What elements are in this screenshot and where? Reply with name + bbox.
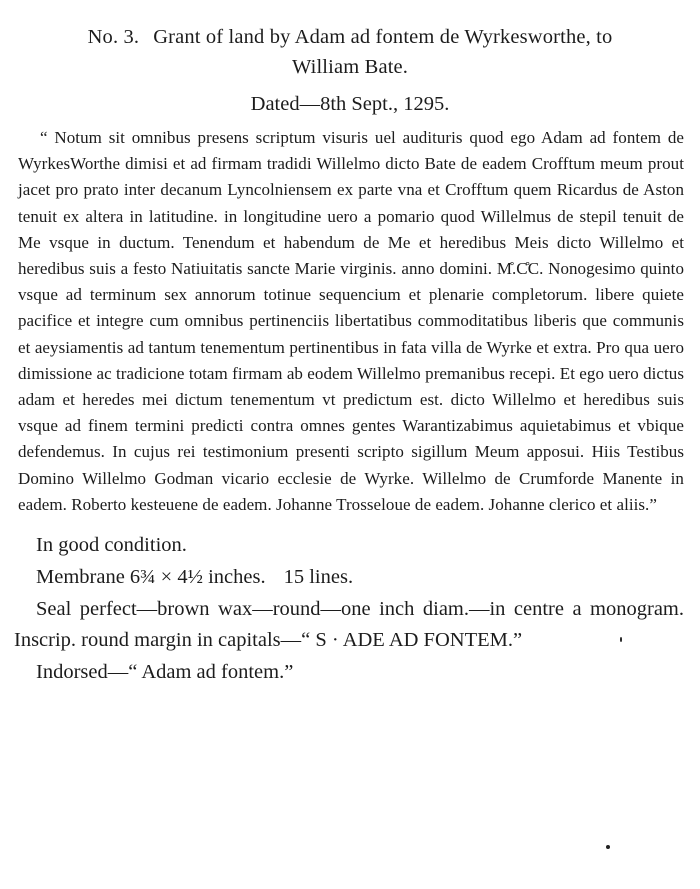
line-count: 15 lines. [283, 566, 354, 589]
document-heading [0, 0, 700, 82]
document-title-line2: William Bate. [291, 56, 409, 78]
paper-speck [620, 637, 622, 642]
seal-note: Seal perfect—brown wax—round—one inch diam.—in centre a monogram. Inscrip. round margin in capitals—“ S · ADE AD FONTEM.” [14, 598, 684, 652]
charter-text: “ Notum sit omnibus presens scriptum visuris uel audituris quod ego Adam ad fontem de WyrkesWorthe dimisi et ad firmam tradidi Willelmo dicto Bate de eadem Crofftum meum prout jacet pro prato inter decanum Lyncolniensem ex parte vna et Crofftum quem Ricardus de Aston tenuit ex altera in latitudine. in longitudine uero a pomario quod Willelmus de stepil tenuit de Me vsque in ductum. Tenendum et habendum de Me et heredibus Meis dicto Willelmo et heredibus suis a festo Natiuitatis sancte Marie virginis. anno domini. M̊.C̊C. Nonogesimo quinto vsque ad terminum sex annorum totinue sequencium et plenarie completorum. libere quiete pacifice et integre cum omnibus pertinenciis libertatibus commoditatibus liberis que communis et aeysiamentis ad tantum tenementum pertinentibus in fata villa de Wyrke et extra. Pro qua uero dimissione ac tradicione totam firmam ab eodem Willelmo premanibus recepi. Et ego uero dictus adam et heredes mei dictum tenementum vt predictum est. dicto Willelmo et heredibus suis vsque ad finem termini predicti contra omnes gentes Warantizabimus aquietabimus et vbique defendemus. In cujus rei testimonium presenti scripto sigillum Meum apposui. Hiis Testibus Domino Willelmo Godman vicario ecclesie de Wyrke. Willelmo de Crumforde Manente in eadem. Roberto kesteuene de eadem. Johanne Trosseloue de eadem. Johanne clerico et aliis.” [18, 128, 684, 514]
document-date: Dated—8th Sept., 1295. [250, 93, 450, 115]
indorsed-note: Indorsed—“ Adam ad fontem.” [36, 661, 294, 684]
document-notes [14, 530, 684, 688]
document-title-line1: Grant of land by Adam ad fontem de Wyrkesworthe, to [153, 26, 613, 48]
condition-note: In good condition. [36, 534, 187, 557]
membrane-note [14, 562, 684, 593]
membrane-size: Membrane 6¾ × 4½ inches. [36, 566, 266, 589]
paper-speck [606, 845, 610, 849]
document-number: No. 3. [87, 26, 140, 48]
